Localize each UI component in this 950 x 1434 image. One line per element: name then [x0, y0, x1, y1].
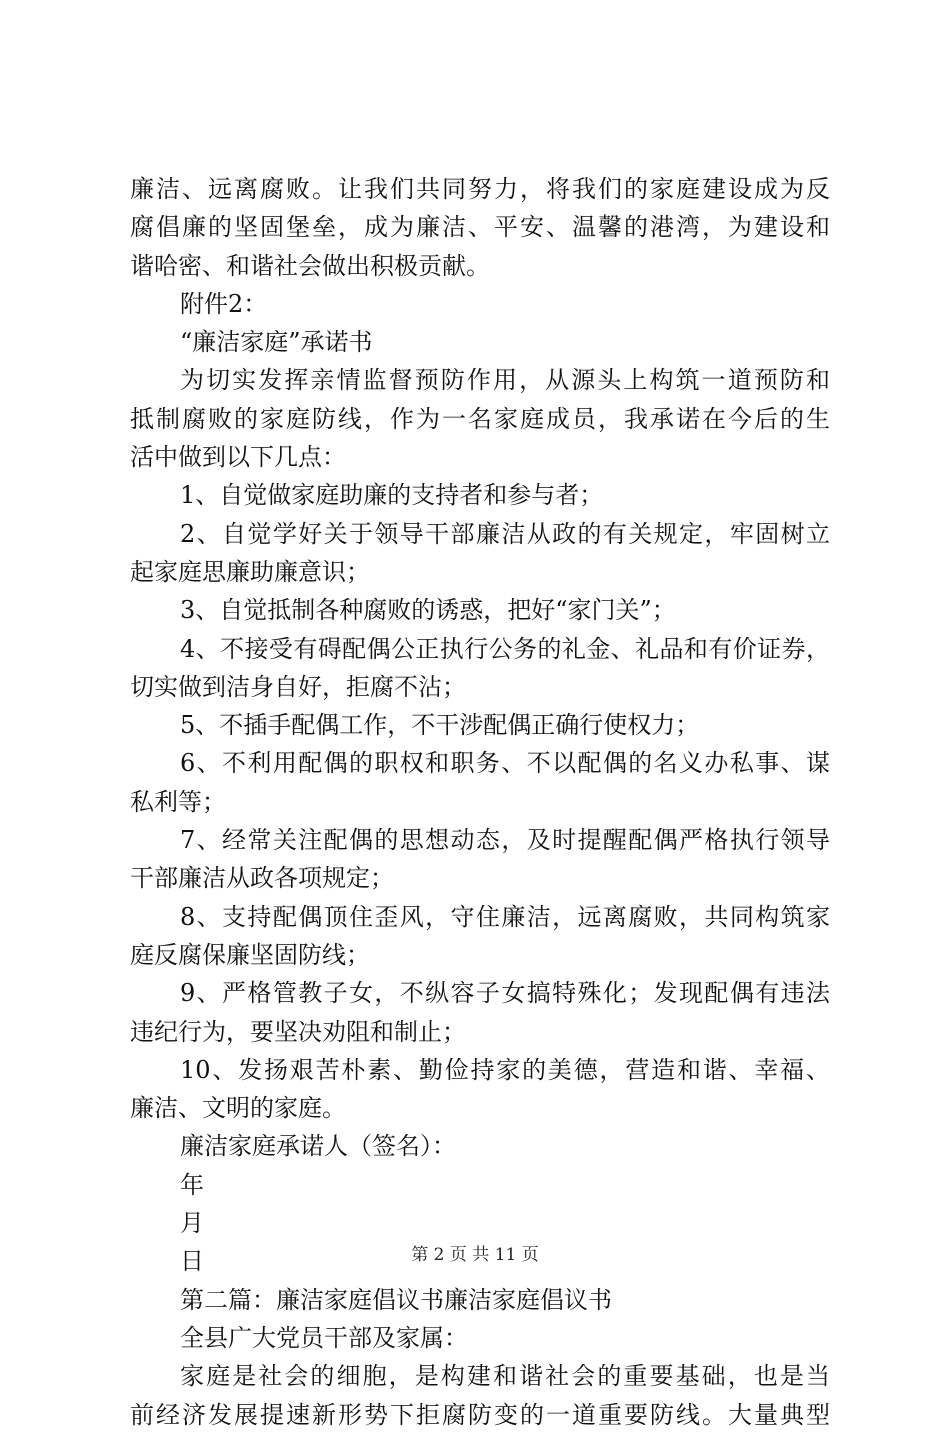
- text-line: 前经济发展提速新形势下拒腐防变的一道重要防线。大量典型: [130, 1400, 830, 1429]
- text-line: 家庭是社会的细胞，是构建和谐社会的重要基础，也是当: [180, 1362, 830, 1391]
- text-line: 腐倡廉的坚固堡垒，成为廉洁、平安、温馨的港湾，为建设和: [130, 213, 830, 242]
- text-line: 附件2：: [180, 289, 268, 318]
- text-line: 违纪行为，要坚决劝阻和制止；: [130, 1017, 466, 1046]
- text-line: 庭反腐保廉坚固防线；: [130, 940, 370, 969]
- text-line: 1、自觉做家庭助廉的支持者和参与者；: [180, 481, 604, 510]
- text-line: 活中做到以下几点：: [130, 443, 346, 472]
- text-line: 8、支持配偶顶住歪风，守住廉洁，远离腐败，共同构筑家: [180, 902, 830, 931]
- text-line: 廉洁、文明的家庭。: [130, 1094, 346, 1123]
- text-line: 廉洁家庭承诺人（签名）：: [180, 1132, 456, 1161]
- text-line: 4、不接受有碍配偶公正执行公务的礼金、礼品和有价证券，: [180, 634, 830, 663]
- text-line: 5、不插手配偶工作，不干涉配偶正确行使权力；: [180, 711, 700, 740]
- text-line: 10、发扬艰苦朴素、勤俭持家的美德，营造和谐、幸福、: [180, 1055, 830, 1084]
- text-line: 6、不利用配偶的职权和职务、不以配偶的名义办私事、谋: [180, 749, 830, 778]
- text-line: 全县广大党员干部及家属：: [180, 1323, 468, 1352]
- page-footer: 第 2 页 共 11 页: [411, 1245, 539, 1265]
- text-line: 廉洁、远离腐败。让我们共同努力，将我们的家庭建设成为反: [130, 175, 830, 203]
- text-line: 年: [180, 1170, 204, 1199]
- text-line: 月: [180, 1209, 204, 1238]
- text-line: 7、经常关注配偶的思想动态，及时提醒配偶严格执行领导: [180, 826, 830, 855]
- text-line: 切实做到洁身自好，拒腐不沾；: [130, 672, 466, 701]
- text-line: 3、自觉抵制各种腐败的诱惑，把好“家门关”；: [180, 596, 676, 625]
- text-line: 私利等；: [130, 787, 226, 816]
- text-line: 抵制腐败的家庭防线，作为一名家庭成员，我承诺在今后的生: [130, 404, 830, 433]
- text-line: 日: [180, 1247, 204, 1276]
- text-line: 为切实发挥亲情监督预防作用，从源头上构筑一道预防和: [180, 366, 830, 395]
- text-line: 9、严格管教子女，不纵容子女搞特殊化；发现配偶有违法: [180, 979, 830, 1008]
- text-line: 第二篇：廉洁家庭倡议书廉洁家庭倡议书: [180, 1285, 612, 1314]
- text-line: 干部廉洁从政各项规定；: [130, 864, 394, 893]
- text-line: “廉洁家庭”承诺书: [180, 328, 373, 357]
- text-line: 起家庭思廉助廉意识；: [130, 557, 370, 586]
- text-line: 2、自觉学好关于领导干部廉洁从政的有关规定，牢固树立: [180, 519, 830, 548]
- text-line: 谐哈密、和谐社会做出积极贡献。: [130, 251, 490, 280]
